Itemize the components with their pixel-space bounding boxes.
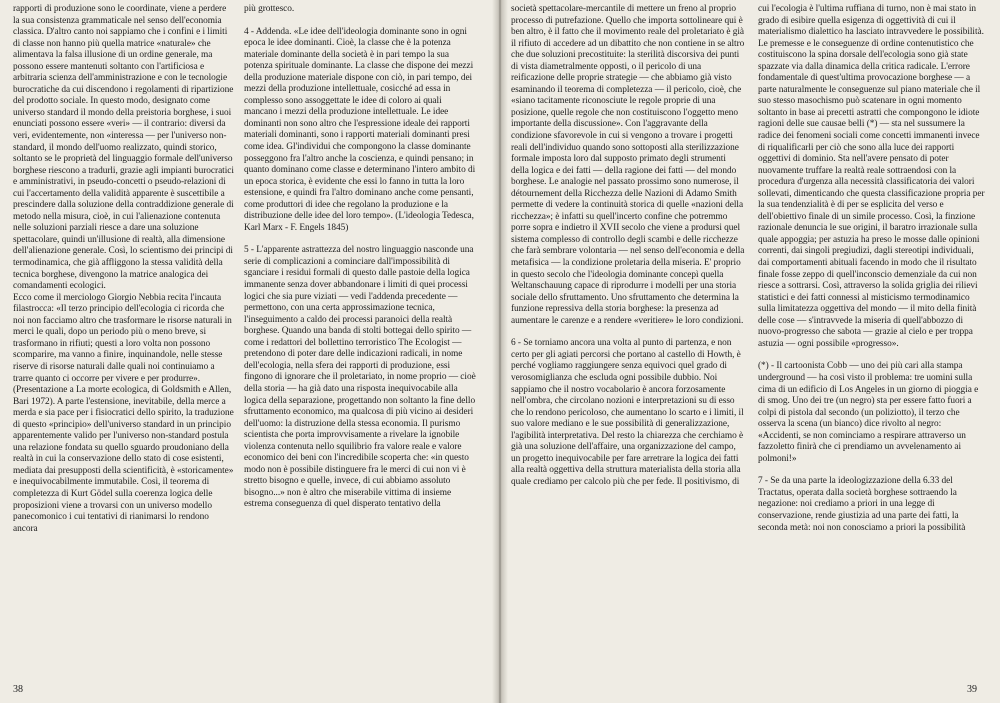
footnote: (*) - Il cartoonista Cobb — uno dei più cari alla stampa underground — ha così visto il problema: tre uomini sulla cima di un edificio di Los Angeles in un giorno di pioggia e di smog. Uno dei tre (un negro) sta per essere fatto fuori a colpi di pistola dal secondo (un poliziotto), il terzo che osserva la scena (un bianco) dice rivolto al negro: «Accidenti, se non cominciamo a respirare attraverso un fazzoletto finirà che ci prendiamo un avvelenamento ai polmoni!»	[758, 361, 979, 464]
paragraph: cui l'ecologia è l'ultima ruffiana di turno, non è mai stato in grado di esibire quella esigenza di oggettività di cui il materialismo dialettico ha lasciato intravvedere le possibilità. Le premesse e le conseguenze di ordine contenutistico che costituiscono la spina dorsale dell'ecologia sono già state spazzate via dalla dinamica della critica radicale. L'errore fondamentale di quest'ultima provocazione borghese — a parte naturalmente le conseguenze sul piano materiale che il suo stesso masochismo può scatenare in ogni momento soltanto in base ai precetti astratti che compongono le idiote ragioni delle sue causae belli (*) — sta nel sussumere la radice dei fenomeni sociali come concetti immanenti invece di riqualificarli per ciò che sono alla luce dei rapporti oggettivi di dominio. Sta nell'avere pensato di poter nuovamente truffare la realtà reale sottraendosi con la procedura d'urgenza alla necessità classificatoria dei valori sollevati, dimenticando che questa classificazione propria per la sua tendenzialità è di per se esplicita del verso e dell'obiettivo finale di un simile processo. Così, la finzione razionale denuncia le sue origini, il baratro irrazionale sulla quale appoggia; per astuzia ha preso le mosse dalle opinioni correnti, dai singoli pregiudizi, dagli stereotipi individuali, dai comportamenti abituali facendo in modo che il risultato finale fosse zeppo di quell'inconscio demenziale da cui non riesce a sottrarsi. Così, attraverso la solida griglia dei rilievi statistici e dei fatti connessi al misticismo termodinamico sulla limitatezza oggettiva del mondo — il mito della finità delle cose — s'intravvede la miseria di quell'abbozzo di nuovo-progresso che sabota — grazie al cielo e per troppa astuzia — ogni possibile «progresso».	[758, 4, 985, 349]
right-page	[503, 0, 1000, 703]
paragraph: Ecco come il merciologo Giorgio Nebbia recita l'incauta filastrocca: «Il terzo principio dell'ecologia ci ricorda che noi non facciamo altro che trasformare le risorse naturali in merci le quali, dopo un periodo più o meno breve, si trasformano in rifiuti; questi a loro volta non possono scomparire, ma vanno a finire, inquinandole, nelle stesse riserve di risorse naturali dalle quali noi continuiamo a trarre quanto ci occorre per vivere e per produrre». (Presentazione a La morte ecologica, di Goldsmith e Allen, Bari 1972). A parte l'estensione, inevitabile, della merce a merda e sia pace per i fisiocratici dello spirito, la traduzione di questo «principio» dell'universo standard in un principio apparentemente valido per l'universo non-standard postula una relazione fondata su quello sguardo proudoniano della realtà in cui la conservazione dello stato di cose esistenti, mediata dai presupposti della scientificità, è «storicamente» e inequivocabilmente immutabile. Così, il teorema di completezza di Kurt Gödel sulla coerenza logica delle proposizioni viene a trovarsi con un universo modello panecomonico i cui tentativi di rianimarsi lo rendono ancora	[13, 292, 234, 534]
left-page-column-2	[244, 4, 476, 511]
paragraph: società spettacolare-mercantile di mettere un freno al proprio processo di putrefazione. Quello che importa sottolineare qui è ben altro, è il fatto che il movimento reale del proletariato è già il rifiuto di accedere ad un dibattito che non contiene in se altro che due soluzioni precostituite: la sterilità discorsiva dei punti di vista diametralmente opposti, o il pericolo di una reificazione delle proprie strategie — che abbiamo già visto esaminando il teorema di completezza — il pericolo, cioè, che «siano tacitamente riconosciute le regole proprie di una posizione, quelle regole che non costituiscono l'oggetto meno importante della discussione». Con l'aggravante della condizione sfavorevole in cui si vengono a trovare i progetti reali dell'individuo quando sono sottoposti alla sterilizzazione formale imposta loro dal supposto primato degli strumenti della logica e dei fatti — della ragione dei fatti — del mondo borghese. Le analogie nel passato prossimo sono numerose, il détournement della Ricchezza delle Nazioni di Adamo Smith permette di vedere la continuità storica di quelle «nazioni della ricchezza»; è infatti su quell'incerto confine che potremmo porre sopra e indietro il XVII secolo che viene a prodursi quel sistema complesso di controllo degli scambi e delle ricchezze che farà sembrare volontaria — nel senso dell'economia e della metafisica — la condizione proletaria della miseria. E' proprio in questo secolo che l'ideologia dominante concepì quella Weltanschauung capace di riprodurre i modelli per una storia sociale dello sfruttamento. Uno sfruttamento che determina la funzione repressiva della storia borghese: la presenza ad aumentare le carenze e a rendere «veritiere» le loro condizioni.	[511, 4, 745, 326]
section-6: 6 - Se torniamo ancora una volta al punto di partenza, e non certo per gli agiati percorsi che portano al castello di Howth, è perché vogliamo raggiungere senza equivoci quel grado di verosomiglianza che escluda ogni possibile dubbio. Noi sappiamo che il nostro vocabolario è ancora forzosamente nell'ombra, che circolano nozioni e interpretazioni su di esso che lo rendono pericoloso, che aumentano lo scarto e i limiti, il suo valore mediano e le sue possibilità di generalizzazione, l'agibilità interpretativa. Del resto la chiarezza che cerchiamo è già una soluzione dell'affaire, una organizzazione del campo, un progetto inequivocabile per fare arretrare la logica dei fatti alla realtà oggettiva della struttura materialista della storia alla quale crediamo per calcolo più che per fede. Il positivismo, di	[511, 338, 744, 487]
section-7: 7 - Se da una parte la ideologizzazione della 6.33 del Tractatus, operata dalla società borghese sottraendo la negazione: noi crediamo a priori in una legge di conservazione, rende giustizia ad una parte dei fatti, la seconda metà: noi non conosciamo a priori la possibilità	[758, 476, 966, 533]
book-gutter	[492, 0, 508, 703]
page-number-right: 39	[967, 684, 977, 695]
paragraph: rapporti di produzione sono le coordinate, viene a perdere la sua consistenza grammaticale nel senso dell'economia classica. D'altro canto noi sappiamo che i confini e i limiti di classe non hanno più quella matrice «naturale» che alimentava la falsa illusione di un ordine generale, ma possono essere mantenuti soltanto con l'artificiosa e arbitraria scienza dell'amministrazione e con le tecnologie burocratiche da cui discendono i regolamenti di ripartizione del prodotto sociale. In questo modo, designato come universo standard il mondo della preistoria borghese, i suoi enunciati possono essere «veri» — il contrario: diversi da veri, evidentemente, non «interessa — per l'universo non-standard, il mondo dell'uomo realizzato, quindi storico, soltanto se le proprietà del linguaggio formale dell'universo borghese riescono a tradurli, grazie agli impianti burocratici e amministrativi, in pseudo-concetti o pseudo-relazioni di cui l'accertamento della validità apparente è suscettibile a prescindere dalla soluzione della contraddizione generale di metodo nella misura, cioè, in cui l'alienazione contenuta nelle soluzioni parziali riesce a dare una soluzione spettacolare, quindi un'illusione di realtà, alla dimensione dell'alienazione generale. Così, lo scientismo dei principi di termodinamica, che già affliggono la stessa validità della tecnica borghese, divengono la matrice analogica dei comandamenti ecologici.	[13, 4, 234, 292]
right-page-column-1	[511, 4, 745, 488]
left-page-column-1	[13, 4, 234, 535]
section-5: 5 - L'apparente astrattezza del nostro linguaggio nasconde una serie di complicazioni a cominciare dall'impossibilità di sganciare i residui formali di questo dalle pastoie della logica immanente senza dover abbandonare i limiti di quei processi logici che sia pure viziati — vedi l'addenda precedente — permettono, con una certa approssimazione tecnica, l'inseguimento a caldo dei processi paranoici della realtà borghese. Quando una banda di stolti bottegai dello spirito — come i redattori del bollettino terroristico The Ecologist — pretendono di poter dare delle indicazioni radicali, in nome dell'ecologia, nella sfera dei rapporti di produzione, essi fingono di ignorare che il proletariato, in nome proprio — cioè della storia — ha già dato una risposta inequivocabile alla logica della separazione, progettando non soltanto la fine dello sfruttamento economico, ma qualcosa di più vicino ai desideri dell'uomo: la distruzione della stessa economia. Il purismo scientista che porta improvvisamente a rivelare la ignobile violenza contenuta nello squilibrio fra valore reale e valore economico dei beni con l'incredibile scoperta che: «in questo modo non è possibile distinguere fra le merci di cui non vi è stretto bisogno e quelle, invece, di cui abbiamo assoluto bisogno...» non è altro che miserabile vittima di insieme estrema conseguenza di quel disperato tentativo della	[244, 245, 476, 510]
paragraph: più grottesco.	[244, 4, 295, 14]
section-4: 4 - Addenda. «Le idee dell'ideologia dominante sono in ogni epoca le idee dominanti. Cioè, la classe che è la potenza materiale dominante della società è in pari tempo la sua potenza spirituale dominante. La classe che dispone dei mezzi della produzione materiale dispone con ciò, in pari tempo, dei mezzi della produzione intellettuale, cosicché ad essa in complesso sono assoggettate le idee di coloro ai quali mancano i mezzi della produzione intellettuale. Le idee dominanti non sono altro che l'espressione ideale dei rapporti materiali dominanti, sono i rapporti materiali dominanti presi come idea. Gl'individui che compongono la classe dominante posseggono fra l'altro anche la coscienza, e quindi pensano; in quanto dominano come classe e determinano l'intero ambito di un epoca storica, è evidente che essi lo fanno in tutta la loro estensione, e quindi fra l'altro dominano anche come pensanti, come produttori di idee che regolano la produzione e la distribuzione delle idee del loro tempo». (L'ideologia Tedesca, Karl Marx - F. Engels 1845)	[244, 26, 476, 233]
right-page-column-2	[758, 4, 986, 534]
page-number-left: 38	[13, 684, 23, 695]
left-page	[0, 0, 497, 703]
